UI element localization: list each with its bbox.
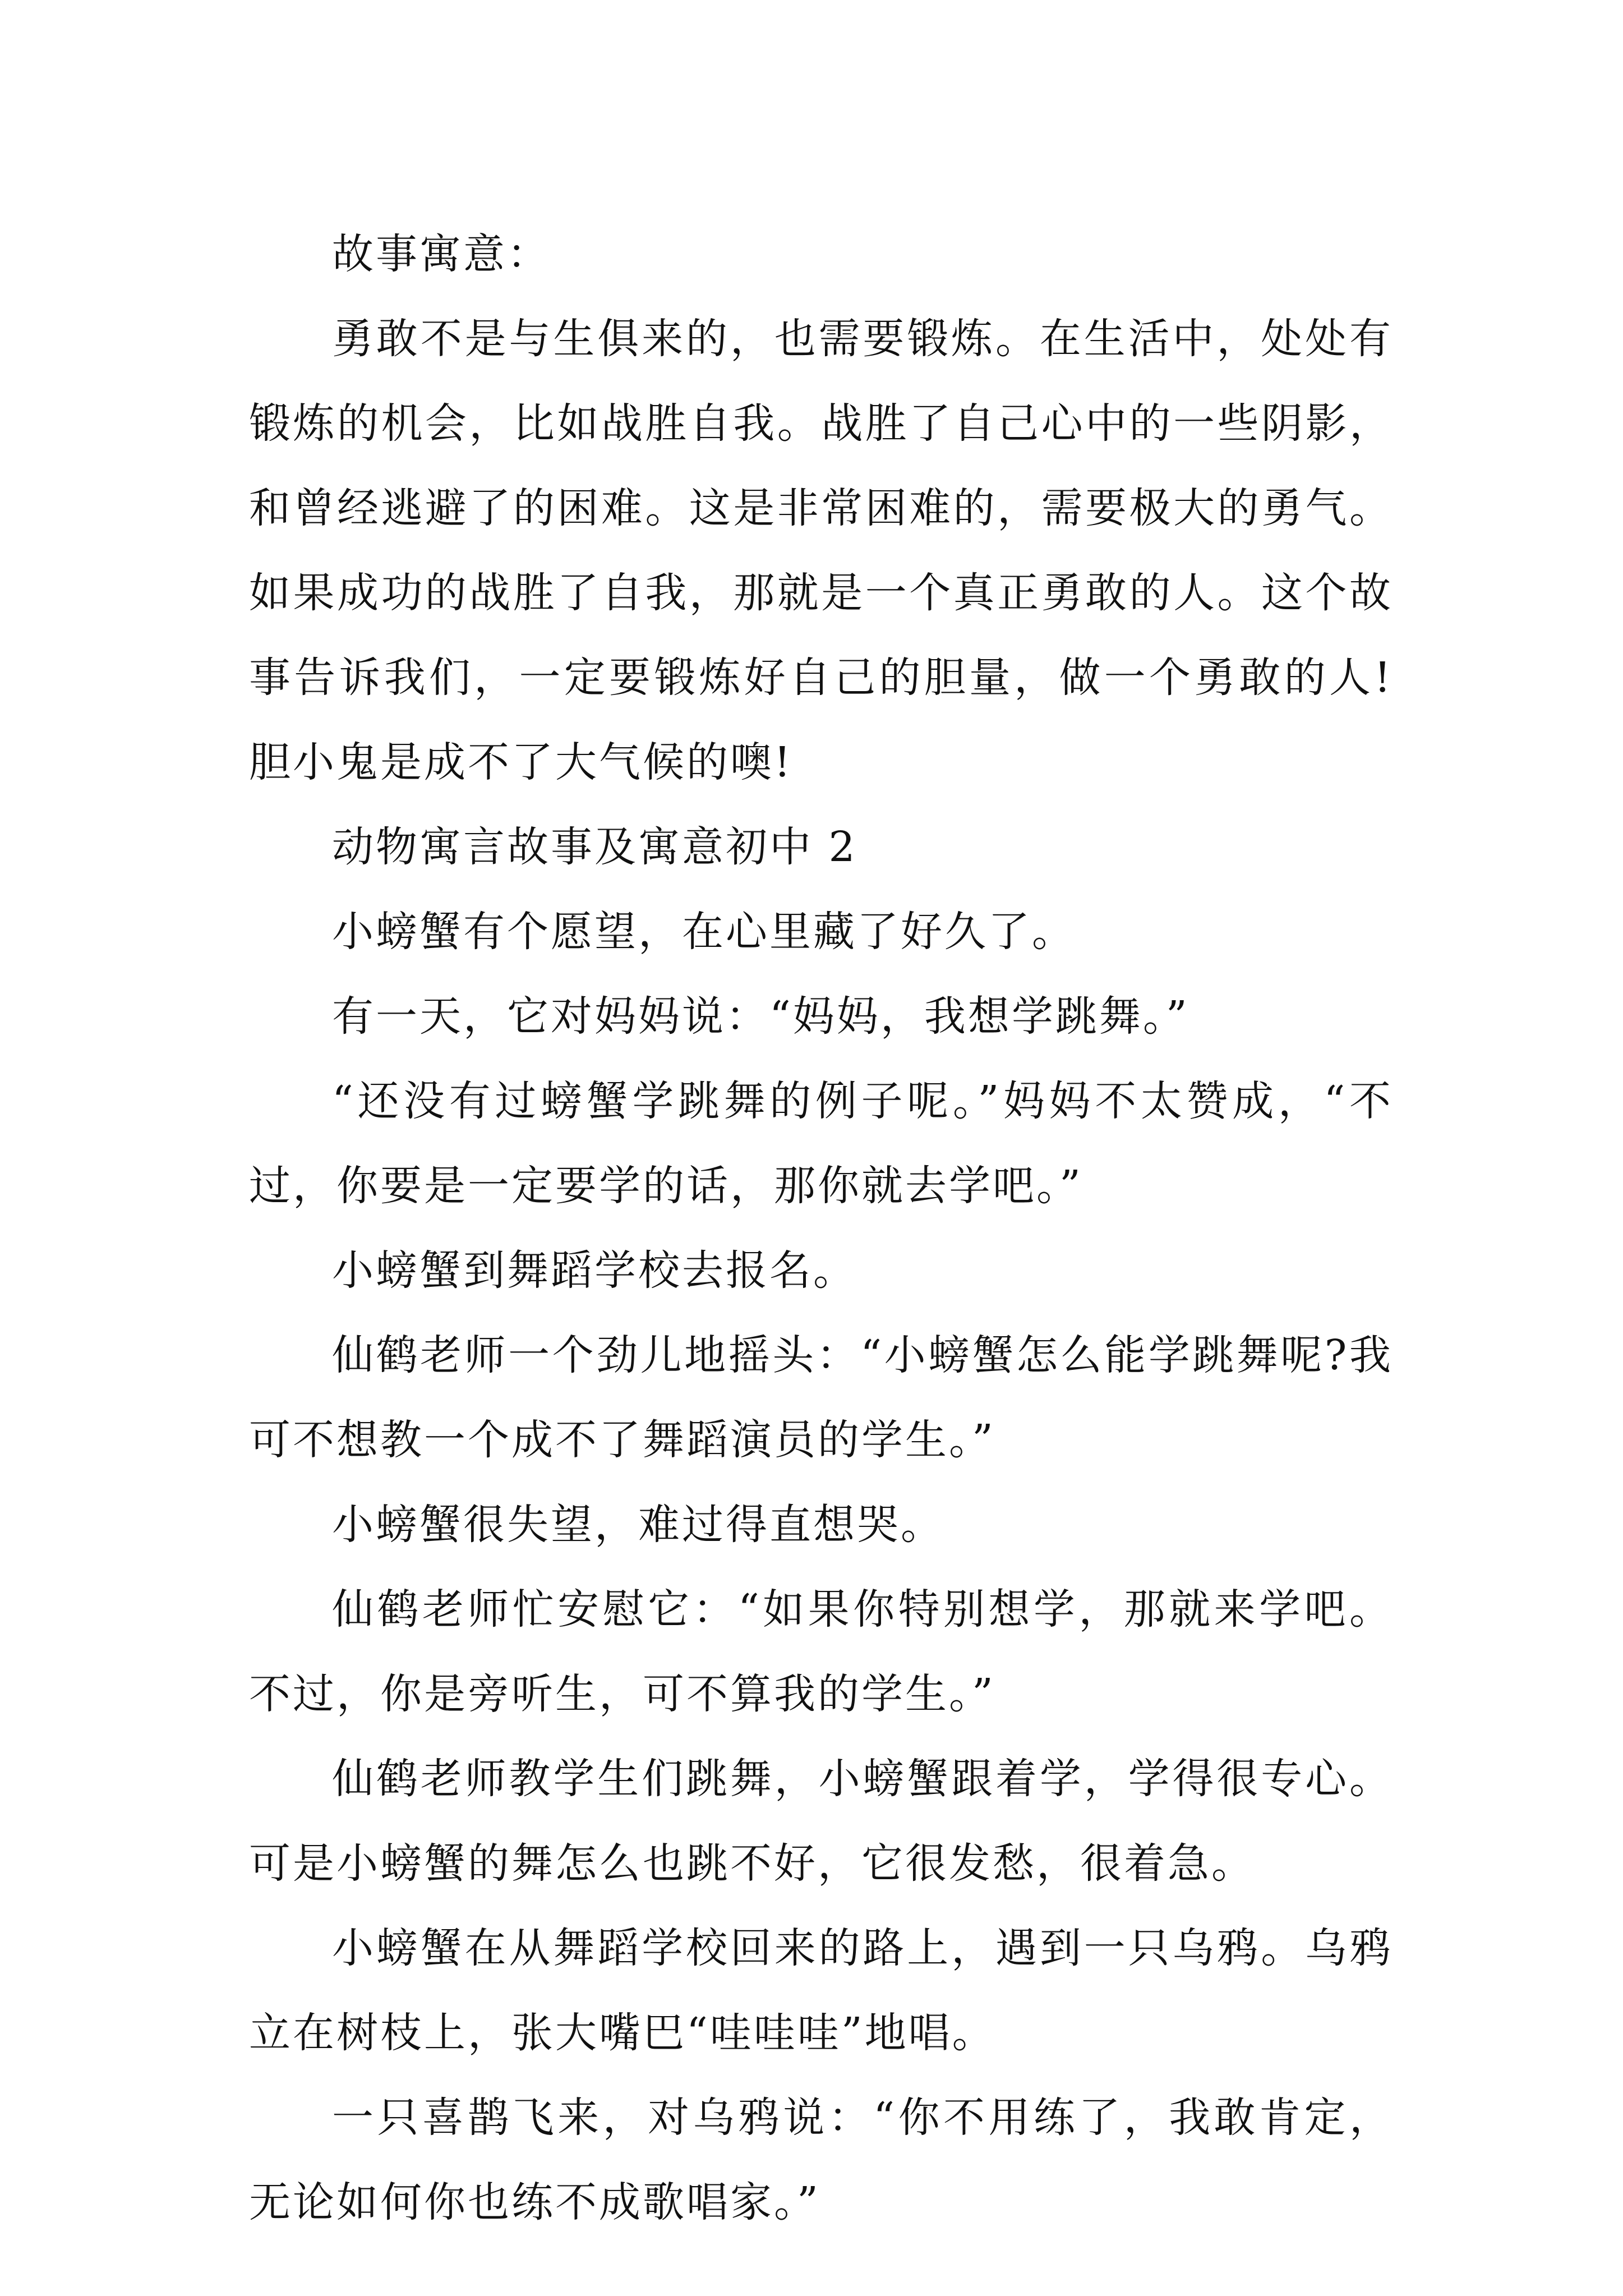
paragraph-story: 仙鹤老师教学生们跳舞，小螃蟹跟着学，学得很专心。可是小螃蟹的舞怎么也跳不好，它很发愁，很着急。 bbox=[249, 1755, 1393, 1888]
paragraph-story: 小螃蟹有个愿望，在心里藏了好久了。 bbox=[332, 908, 1076, 956]
paragraph-moral-text: 勇敢不是与生俱来的，也需要锻炼。在生活中，处处有锻炼的机会，比如战胜自我。战胜了自己心中的一些阴影，和曾经逃避了的困难。这是非常困难的，需要极大的勇气。如果成功的战胜了自我，那就是一个真正勇敢的人。这个故事告诉我们，一定要锻炼好自己的胆量，做一个勇敢的人!胆小鬼是成不了大气候的噢! bbox=[249, 315, 1393, 786]
paragraph-story: 仙鹤老师一个劲儿地摇头：“小螃蟹怎么能学跳舞呢?我可不想教一个成不了舞蹈演员的学生。” bbox=[249, 1331, 1393, 1464]
document-body bbox=[249, 212, 1393, 2245]
paragraph-story: 一只喜鹊飞来，对乌鸦说：“你不用练了，我敢肯定，无论如何你也练不成歌唱家。” bbox=[249, 2093, 1393, 2226]
paragraph-story: 有一天，它对妈妈说：“妈妈，我想学跳舞。” bbox=[332, 992, 1189, 1041]
paragraph-moral-heading: 故事寓意： bbox=[332, 230, 551, 278]
paragraph-story: 仙鹤老师忙安慰它：“如果你特别想学，那就来学吧。不过，你是旁听生，可不算我的学生。” bbox=[249, 1585, 1393, 1718]
paragraph-story: “还没有过螃蟹学跳舞的例子呢。”妈妈不太赞成，“不过，你要是一定要学的话，那你就去学吧。” bbox=[249, 1077, 1393, 1210]
paragraph-story: 小螃蟹在从舞蹈学校回来的路上，遇到一只乌鸦。乌鸦立在树枝上，张大嘴巴“哇哇哇”地唱。 bbox=[249, 1924, 1393, 2057]
paragraph-story: 小螃蟹到舞蹈学校去报名。 bbox=[332, 1246, 857, 1295]
paragraph-story-title: 动物寓言故事及寓意初中 2 bbox=[332, 823, 857, 871]
paragraph-story: 小螃蟹很失望，难过得直想哭。 bbox=[332, 1501, 944, 1549]
